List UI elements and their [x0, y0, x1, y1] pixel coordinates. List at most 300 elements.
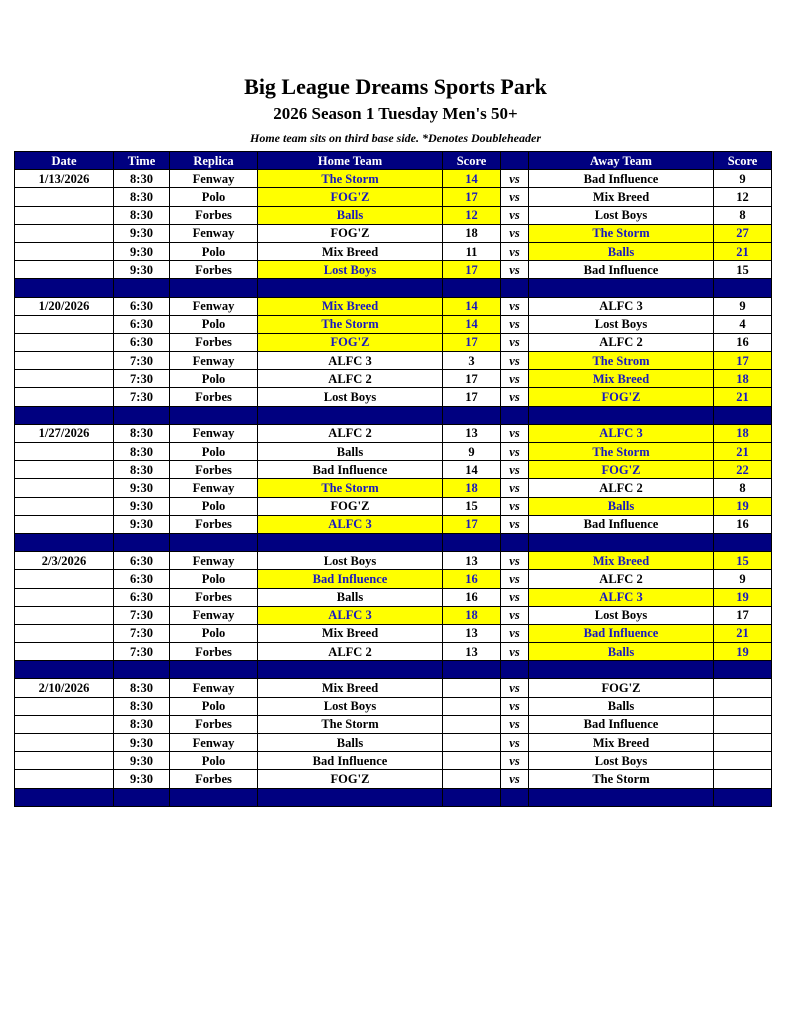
date-cell — [15, 188, 114, 206]
replica-field-cell: Forbes — [170, 388, 258, 406]
away-score-cell: 9 — [714, 170, 772, 188]
away-score-cell: 8 — [714, 206, 772, 224]
home-team-cell: FOG'Z — [258, 770, 443, 788]
col-date-header: Date — [15, 152, 114, 170]
away-score-cell: 21 — [714, 242, 772, 260]
separator-cell — [529, 661, 714, 679]
separator-cell — [15, 279, 114, 297]
away-score-cell: 16 — [714, 515, 772, 533]
home-team-cell: Lost Boys — [258, 388, 443, 406]
away-score-cell: 9 — [714, 570, 772, 588]
home-team-cell: Bad Influence — [258, 752, 443, 770]
date-cell — [15, 315, 114, 333]
away-score-cell: 16 — [714, 333, 772, 351]
separator-cell — [501, 533, 529, 551]
home-team-cell: Mix Breed — [258, 242, 443, 260]
separator-cell — [529, 533, 714, 551]
vs-cell: vs — [501, 443, 529, 461]
away-team-cell: ALFC 2 — [529, 333, 714, 351]
away-score-cell: 17 — [714, 606, 772, 624]
date-cell: 2/3/2026 — [15, 552, 114, 570]
table-row — [15, 388, 772, 406]
time-cell: 8:30 — [114, 715, 170, 733]
date-cell — [15, 570, 114, 588]
home-score-cell — [443, 734, 501, 752]
away-team-cell: Lost Boys — [529, 206, 714, 224]
vs-cell: vs — [501, 606, 529, 624]
table-row — [15, 206, 772, 224]
schedule-body — [15, 170, 772, 807]
home-team-cell: ALFC 2 — [258, 643, 443, 661]
replica-field-cell: Fenway — [170, 734, 258, 752]
away-team-cell: Balls — [529, 242, 714, 260]
away-team-cell: The Storm — [529, 770, 714, 788]
away-score-cell — [714, 715, 772, 733]
home-score-cell: 17 — [443, 388, 501, 406]
vs-cell: vs — [501, 224, 529, 242]
replica-field-cell: Fenway — [170, 424, 258, 442]
home-team-cell: ALFC 3 — [258, 606, 443, 624]
away-team-cell: The Storm — [529, 443, 714, 461]
away-score-cell — [714, 752, 772, 770]
replica-field-cell: Fenway — [170, 297, 258, 315]
date-cell — [15, 370, 114, 388]
home-score-cell: 13 — [443, 643, 501, 661]
replica-field-cell: Polo — [170, 697, 258, 715]
page-subtitle: 2026 Season 1 Tuesday Men's 50+ — [273, 104, 518, 123]
table-row — [15, 370, 772, 388]
time-cell: 8:30 — [114, 424, 170, 442]
separator-cell — [170, 788, 258, 806]
time-cell: 6:30 — [114, 297, 170, 315]
date-cell — [15, 606, 114, 624]
replica-field-cell: Forbes — [170, 515, 258, 533]
home-score-cell: 18 — [443, 606, 501, 624]
home-score-cell: 14 — [443, 461, 501, 479]
home-score-cell: 17 — [443, 333, 501, 351]
date-cell — [15, 352, 114, 370]
separator-cell — [443, 279, 501, 297]
separator-cell — [714, 533, 772, 551]
away-score-cell — [714, 770, 772, 788]
date-cell — [15, 734, 114, 752]
time-cell: 9:30 — [114, 261, 170, 279]
vs-cell: vs — [501, 734, 529, 752]
separator-cell — [529, 279, 714, 297]
col-away-team-header: Away Team — [529, 152, 714, 170]
time-cell: 8:30 — [114, 443, 170, 461]
away-team-cell: ALFC 3 — [529, 297, 714, 315]
date-cell — [15, 770, 114, 788]
home-team-cell: Balls — [258, 206, 443, 224]
home-team-cell: Balls — [258, 443, 443, 461]
away-team-cell: The Strom — [529, 352, 714, 370]
time-cell: 6:30 — [114, 570, 170, 588]
home-team-cell: Bad Influence — [258, 461, 443, 479]
replica-field-cell: Forbes — [170, 588, 258, 606]
home-team-cell: The Storm — [258, 479, 443, 497]
table-row — [15, 606, 772, 624]
away-team-cell: FOG'Z — [529, 679, 714, 697]
separator-cell — [114, 406, 170, 424]
date-cell — [15, 261, 114, 279]
home-score-cell: 17 — [443, 261, 501, 279]
table-row — [15, 679, 772, 697]
replica-field-cell: Forbes — [170, 770, 258, 788]
time-cell: 8:30 — [114, 188, 170, 206]
away-team-cell: Mix Breed — [529, 552, 714, 570]
separator-cell — [114, 661, 170, 679]
away-team-cell: Lost Boys — [529, 752, 714, 770]
away-team-cell: Balls — [529, 697, 714, 715]
vs-cell: vs — [501, 624, 529, 642]
away-score-cell: 18 — [714, 370, 772, 388]
date-cell — [15, 752, 114, 770]
table-row — [15, 497, 772, 515]
table-row — [15, 588, 772, 606]
separator-cell — [714, 661, 772, 679]
table-row — [15, 242, 772, 260]
date-cell — [15, 388, 114, 406]
away-team-cell: ALFC 2 — [529, 570, 714, 588]
table-row — [15, 170, 772, 188]
date-cell — [15, 461, 114, 479]
home-score-cell: 16 — [443, 588, 501, 606]
schedule-table — [14, 151, 772, 807]
table-row — [15, 770, 772, 788]
separator-cell — [170, 533, 258, 551]
away-score-cell: 17 — [714, 352, 772, 370]
home-score-cell: 14 — [443, 170, 501, 188]
separator-cell — [114, 533, 170, 551]
away-team-cell: ALFC 3 — [529, 588, 714, 606]
table-row — [15, 315, 772, 333]
table-row — [15, 697, 772, 715]
home-score-cell: 18 — [443, 224, 501, 242]
table-row — [15, 333, 772, 351]
away-team-cell: FOG'Z — [529, 388, 714, 406]
separator-cell — [714, 279, 772, 297]
replica-field-cell: Forbes — [170, 333, 258, 351]
home-score-cell — [443, 715, 501, 733]
away-score-cell: 4 — [714, 315, 772, 333]
replica-field-cell: Polo — [170, 752, 258, 770]
time-cell: 9:30 — [114, 242, 170, 260]
home-score-cell: 14 — [443, 297, 501, 315]
replica-field-cell: Polo — [170, 443, 258, 461]
away-score-cell: 18 — [714, 424, 772, 442]
home-team-cell: Mix Breed — [258, 624, 443, 642]
table-row — [15, 297, 772, 315]
time-cell: 9:30 — [114, 479, 170, 497]
time-cell: 9:30 — [114, 497, 170, 515]
vs-cell: vs — [501, 242, 529, 260]
home-score-cell: 17 — [443, 370, 501, 388]
home-team-cell: Mix Breed — [258, 679, 443, 697]
week-separator-row — [15, 279, 772, 297]
vs-cell: vs — [501, 552, 529, 570]
home-score-cell: 17 — [443, 188, 501, 206]
separator-cell — [170, 661, 258, 679]
time-cell: 8:30 — [114, 697, 170, 715]
seating-note: Home team sits on third base side. *Denotes Doubleheader — [250, 131, 541, 145]
away-team-cell: Bad Influence — [529, 715, 714, 733]
away-team-cell: Mix Breed — [529, 188, 714, 206]
table-row — [15, 515, 772, 533]
home-score-cell: 13 — [443, 624, 501, 642]
home-team-cell: The Storm — [258, 715, 443, 733]
away-team-cell: Lost Boys — [529, 315, 714, 333]
time-cell: 7:30 — [114, 352, 170, 370]
table-row — [15, 188, 772, 206]
vs-cell: vs — [501, 333, 529, 351]
away-score-cell: 12 — [714, 188, 772, 206]
away-score-cell: 27 — [714, 224, 772, 242]
home-score-cell — [443, 770, 501, 788]
home-score-cell — [443, 679, 501, 697]
table-row — [15, 443, 772, 461]
date-cell — [15, 242, 114, 260]
away-team-cell: Balls — [529, 643, 714, 661]
separator-cell — [15, 406, 114, 424]
away-score-cell: 19 — [714, 497, 772, 515]
separator-cell — [258, 406, 443, 424]
table-row — [15, 734, 772, 752]
away-score-cell — [714, 679, 772, 697]
table-row — [15, 224, 772, 242]
away-score-cell: 15 — [714, 261, 772, 279]
home-team-cell: Balls — [258, 588, 443, 606]
home-score-cell: 17 — [443, 515, 501, 533]
date-cell — [15, 697, 114, 715]
vs-cell: vs — [501, 261, 529, 279]
replica-field-cell: Polo — [170, 188, 258, 206]
away-team-cell: Bad Influence — [529, 624, 714, 642]
table-row — [15, 461, 772, 479]
date-cell — [15, 479, 114, 497]
replica-field-cell: Fenway — [170, 479, 258, 497]
replica-field-cell: Polo — [170, 242, 258, 260]
vs-cell: vs — [501, 315, 529, 333]
vs-cell: vs — [501, 770, 529, 788]
home-team-cell: The Storm — [258, 170, 443, 188]
home-score-cell: 18 — [443, 479, 501, 497]
col-vs-header — [501, 152, 529, 170]
separator-cell — [114, 788, 170, 806]
vs-cell: vs — [501, 297, 529, 315]
replica-field-cell: Fenway — [170, 352, 258, 370]
home-team-cell: FOG'Z — [258, 224, 443, 242]
replica-field-cell: Forbes — [170, 461, 258, 479]
separator-cell — [258, 661, 443, 679]
separator-cell — [170, 406, 258, 424]
week-separator-row — [15, 788, 772, 806]
vs-cell: vs — [501, 752, 529, 770]
away-team-cell: FOG'Z — [529, 461, 714, 479]
away-team-cell: Balls — [529, 497, 714, 515]
separator-cell — [258, 533, 443, 551]
away-score-cell: 21 — [714, 624, 772, 642]
replica-field-cell: Fenway — [170, 170, 258, 188]
away-score-cell: 9 — [714, 297, 772, 315]
away-team-cell: Bad Influence — [529, 515, 714, 533]
separator-cell — [443, 406, 501, 424]
time-cell: 7:30 — [114, 370, 170, 388]
vs-cell: vs — [501, 643, 529, 661]
home-score-cell — [443, 752, 501, 770]
time-cell: 6:30 — [114, 588, 170, 606]
replica-field-cell: Fenway — [170, 224, 258, 242]
replica-field-cell: Polo — [170, 624, 258, 642]
table-row — [15, 424, 772, 442]
separator-cell — [714, 788, 772, 806]
time-cell: 8:30 — [114, 170, 170, 188]
vs-cell: vs — [501, 424, 529, 442]
away-score-cell: 15 — [714, 552, 772, 570]
time-cell: 6:30 — [114, 552, 170, 570]
vs-cell: vs — [501, 697, 529, 715]
home-score-cell: 13 — [443, 552, 501, 570]
replica-field-cell: Forbes — [170, 206, 258, 224]
away-score-cell: 8 — [714, 479, 772, 497]
vs-cell: vs — [501, 461, 529, 479]
date-cell: 1/13/2026 — [15, 170, 114, 188]
away-score-cell — [714, 697, 772, 715]
time-cell: 9:30 — [114, 770, 170, 788]
replica-field-cell: Forbes — [170, 261, 258, 279]
table-row — [15, 352, 772, 370]
date-cell: 1/27/2026 — [15, 424, 114, 442]
time-cell: 7:30 — [114, 606, 170, 624]
table-row — [15, 552, 772, 570]
date-cell — [15, 588, 114, 606]
separator-cell — [15, 533, 114, 551]
replica-field-cell: Fenway — [170, 552, 258, 570]
home-score-cell: 13 — [443, 424, 501, 442]
col-home-team-header: Home Team — [258, 152, 443, 170]
home-team-cell: ALFC 3 — [258, 352, 443, 370]
away-team-cell: Lost Boys — [529, 606, 714, 624]
separator-cell — [501, 661, 529, 679]
date-cell — [15, 497, 114, 515]
replica-field-cell: Fenway — [170, 679, 258, 697]
away-team-cell: Mix Breed — [529, 734, 714, 752]
home-team-cell: The Storm — [258, 315, 443, 333]
table-row — [15, 715, 772, 733]
time-cell: 7:30 — [114, 624, 170, 642]
home-score-cell: 3 — [443, 352, 501, 370]
time-cell: 8:30 — [114, 461, 170, 479]
home-score-cell: 11 — [443, 242, 501, 260]
home-team-cell: FOG'Z — [258, 497, 443, 515]
away-score-cell: 21 — [714, 388, 772, 406]
away-score-cell: 21 — [714, 443, 772, 461]
separator-cell — [529, 788, 714, 806]
home-team-cell: ALFC 2 — [258, 370, 443, 388]
home-score-cell: 9 — [443, 443, 501, 461]
date-cell: 2/10/2026 — [15, 679, 114, 697]
vs-cell: vs — [501, 570, 529, 588]
separator-cell — [114, 279, 170, 297]
home-team-cell: ALFC 3 — [258, 515, 443, 533]
separator-cell — [170, 279, 258, 297]
home-team-cell: Lost Boys — [258, 697, 443, 715]
separator-cell — [529, 406, 714, 424]
home-score-cell: 16 — [443, 570, 501, 588]
vs-cell: vs — [501, 679, 529, 697]
vs-cell: vs — [501, 352, 529, 370]
away-team-cell: ALFC 2 — [529, 479, 714, 497]
table-row — [15, 643, 772, 661]
replica-field-cell: Fenway — [170, 606, 258, 624]
vs-cell: vs — [501, 188, 529, 206]
home-team-cell: Bad Influence — [258, 570, 443, 588]
separator-cell — [443, 661, 501, 679]
date-cell — [15, 333, 114, 351]
away-team-cell: Bad Influence — [529, 261, 714, 279]
vs-cell: vs — [501, 388, 529, 406]
vs-cell: vs — [501, 515, 529, 533]
date-cell — [15, 443, 114, 461]
table-row — [15, 261, 772, 279]
separator-cell — [714, 406, 772, 424]
time-cell: 9:30 — [114, 752, 170, 770]
date-cell — [15, 643, 114, 661]
col-home-score-header: Score — [443, 152, 501, 170]
away-team-cell: ALFC 3 — [529, 424, 714, 442]
home-team-cell: Balls — [258, 734, 443, 752]
replica-field-cell: Forbes — [170, 715, 258, 733]
replica-field-cell: Forbes — [170, 643, 258, 661]
home-team-cell: FOG'Z — [258, 333, 443, 351]
away-score-cell: 22 — [714, 461, 772, 479]
vs-cell: vs — [501, 588, 529, 606]
away-team-cell: Bad Influence — [529, 170, 714, 188]
away-score-cell — [714, 734, 772, 752]
time-cell: 6:30 — [114, 315, 170, 333]
date-cell — [15, 224, 114, 242]
date-cell — [15, 206, 114, 224]
away-team-cell: Mix Breed — [529, 370, 714, 388]
week-separator-row — [15, 661, 772, 679]
time-cell: 7:30 — [114, 388, 170, 406]
time-cell: 9:30 — [114, 224, 170, 242]
week-separator-row — [15, 406, 772, 424]
vs-cell: vs — [501, 170, 529, 188]
time-cell: 6:30 — [114, 333, 170, 351]
date-cell — [15, 515, 114, 533]
separator-cell — [443, 533, 501, 551]
date-cell: 1/20/2026 — [15, 297, 114, 315]
home-score-cell: 15 — [443, 497, 501, 515]
date-cell — [15, 624, 114, 642]
replica-field-cell: Polo — [170, 315, 258, 333]
table-row — [15, 624, 772, 642]
separator-cell — [258, 279, 443, 297]
separator-cell — [15, 661, 114, 679]
col-away-score-header: Score — [714, 152, 772, 170]
time-cell: 9:30 — [114, 734, 170, 752]
vs-cell: vs — [501, 206, 529, 224]
week-separator-row — [15, 533, 772, 551]
time-cell: 9:30 — [114, 515, 170, 533]
home-team-cell: Mix Breed — [258, 297, 443, 315]
home-score-cell: 14 — [443, 315, 501, 333]
away-score-cell: 19 — [714, 588, 772, 606]
away-score-cell: 19 — [714, 643, 772, 661]
separator-cell — [501, 279, 529, 297]
table-row — [15, 479, 772, 497]
